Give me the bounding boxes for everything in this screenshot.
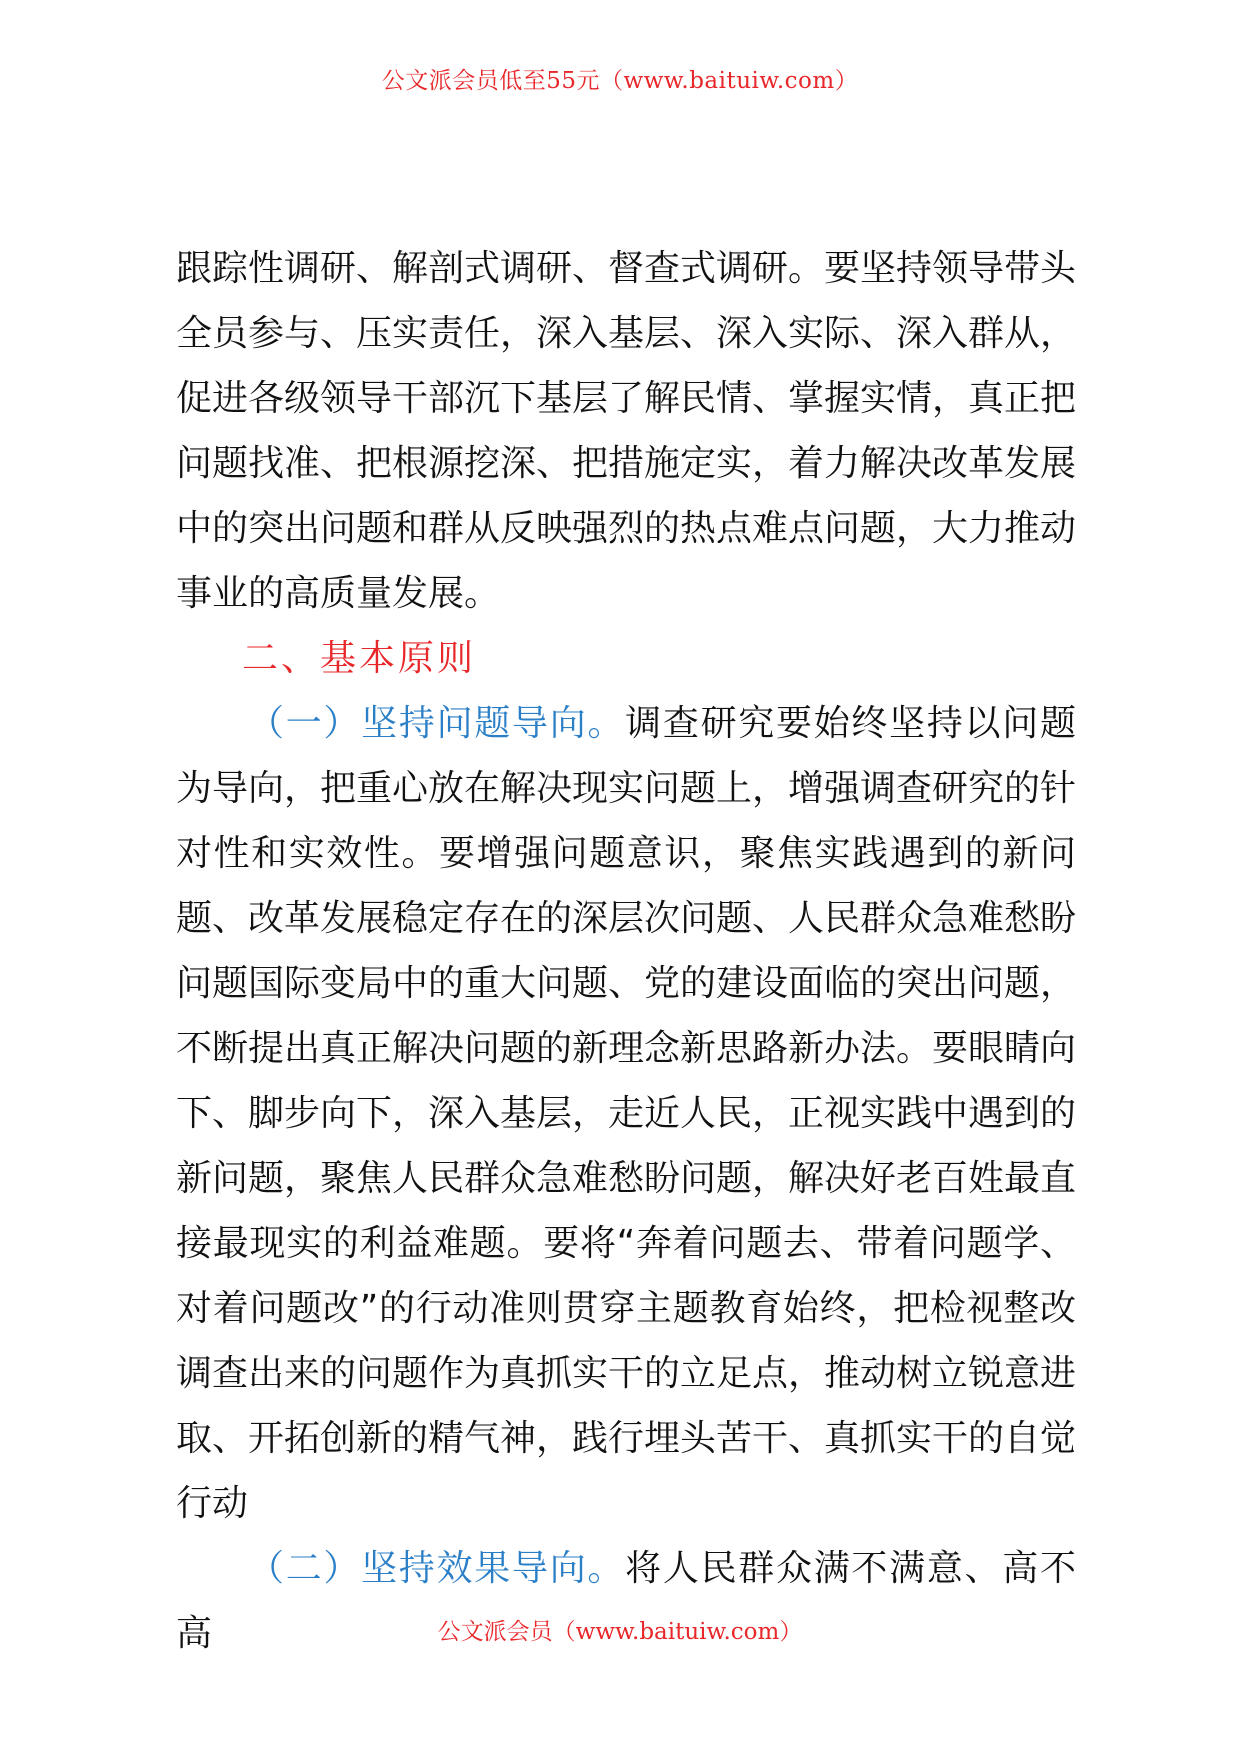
- principle-two-heading: （二）坚持效果导向。: [248, 1548, 626, 1589]
- principle-one-body: 调查研究要始终坚持以问题为导向，把重心放在解决现实问题上，增强调查研究的针对性和实效性。要增强问题意识，聚焦实践遇到的新问题、改革发展稳定存在的深层次问题、人民群众急难愁盼问题国际变局中的重大问题、党的建设面临的突出问题，不断提出真正解决问题的新理念新思路新办法。要眼睛向下、脚步向下，深入基层，走近人民，正视实践中遇到的新问题，聚焦人民群众急难愁盼问题，解决好老百姓最直接最现实的利益难题。要将“奔着问题去、带着问题学、对着问题改”的行动准则贯穿主题教育始终，把检视整改调查出来的问题作为真抓实干的立足点，推动树立锐意进取、开拓创新的精气神，践行埋头苦干、真抓实干的自觉行动: [176, 703, 1077, 1524]
- principle-one-heading: （一）坚持问题导向。: [248, 703, 626, 744]
- section-heading-basic-principles: 二、基本原则: [242, 638, 477, 679]
- paragraph-principle-two: [176, 1536, 1076, 1666]
- document-body: [176, 236, 1076, 1666]
- principle-two-body: 将人民群众满不满意、高不高: [176, 1548, 1076, 1654]
- footer-watermark: 公文派会员（www.baituiw.com）: [437, 1619, 803, 1645]
- paragraph-principle-one: [176, 691, 1076, 1536]
- paragraph-continued: 跟踪性调研、解剖式调研、督查式调研。要坚持领导带头全员参与、压实责任，深入基层、深入实际、深入群从，促进各级领导干部沉下基层了解民情、掌握实情，真正把问题找准、把根源挖深、把措施定实，着力解决改革发展中的突出问题和群从反映强烈的热点难点问题，大力推动事业的高质量发展。: [176, 248, 1077, 614]
- header-watermark: 公文派会员低至55元（www.baituiw.com）: [381, 68, 859, 94]
